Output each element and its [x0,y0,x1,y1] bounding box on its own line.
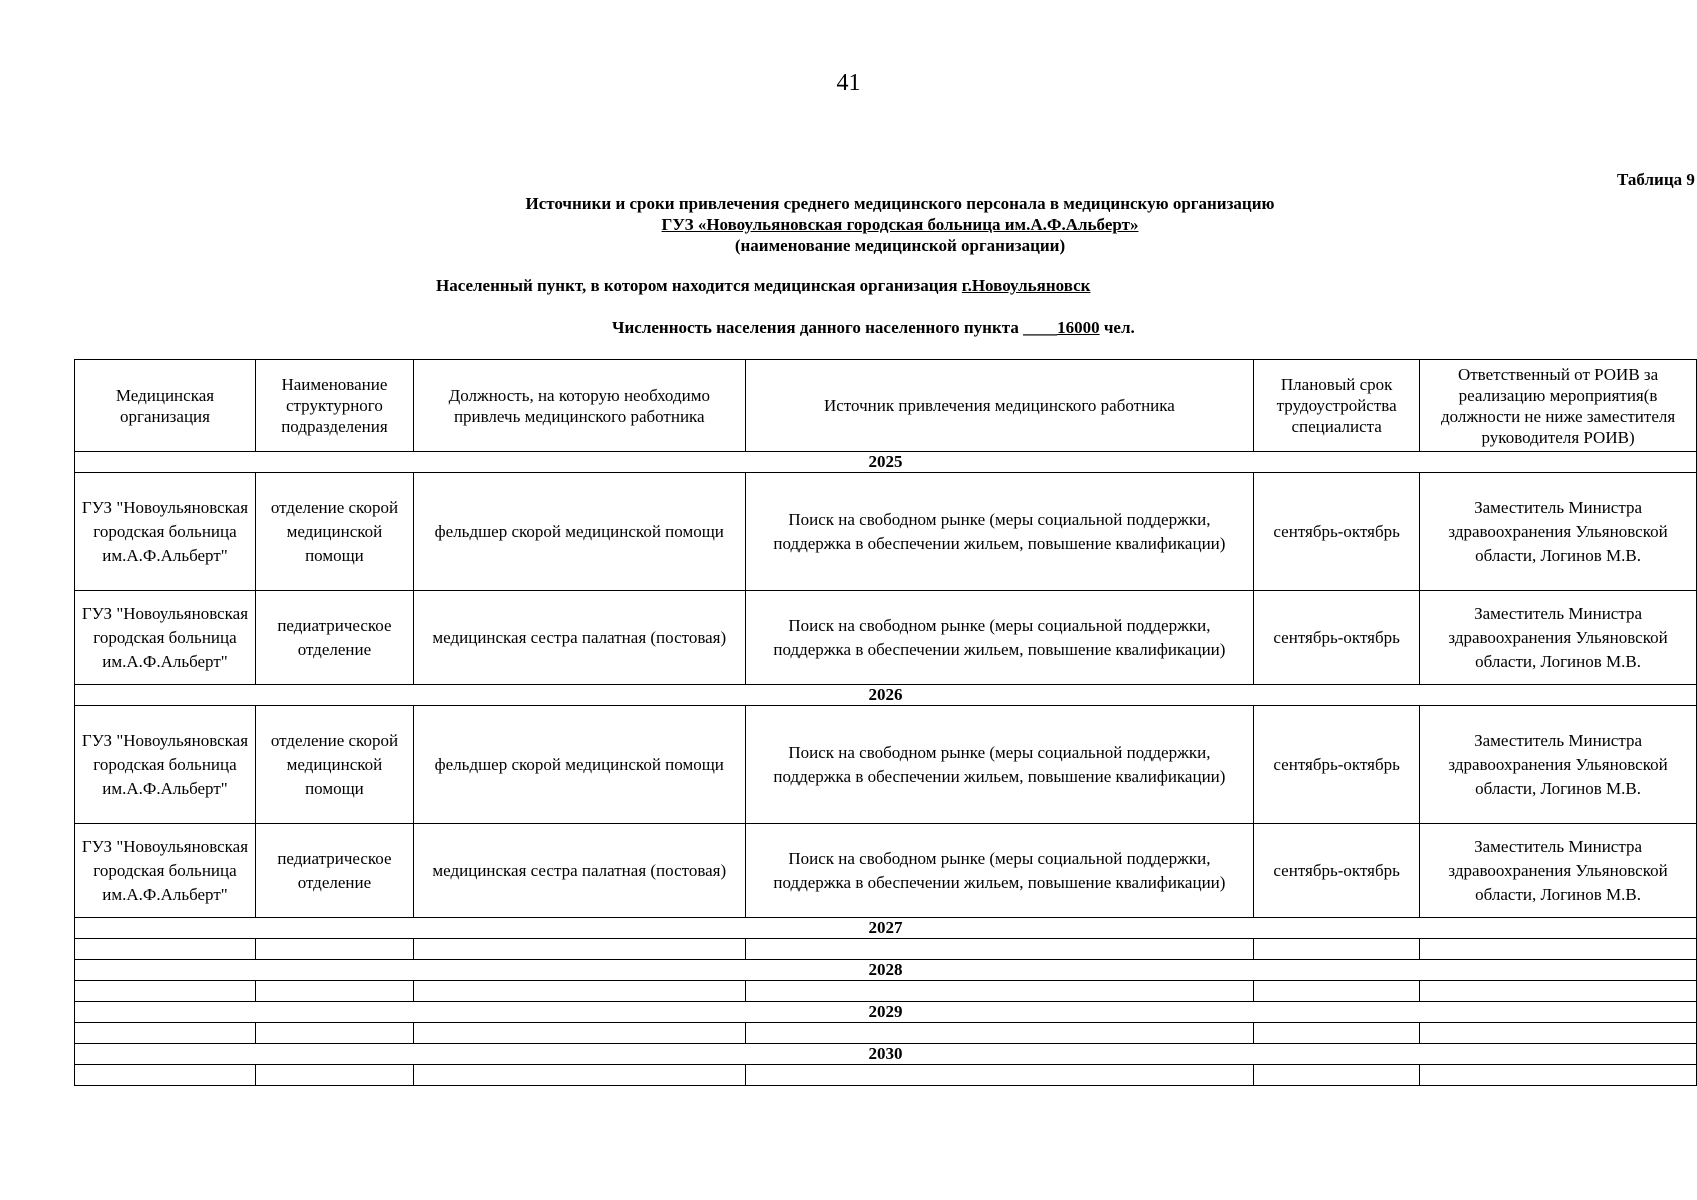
header-cell: Должность, на которую необходимо привлечь медицинского работника [413,360,745,452]
responsible-cell: Заместитель Министра здравоохранения Ульяновской области, Логинов М.В. [1420,824,1697,918]
responsible-cell: Заместитель Министра здравоохранения Ульяновской области, Логинов М.В. [1420,591,1697,685]
year-row [75,918,1697,939]
population-unit: чел. [1099,318,1135,337]
organization-caption: (наименование медицинской организации) [734,236,1066,255]
empty-cell [745,939,1254,960]
header-cell: Плановый срок трудоустройства специалиста [1254,360,1420,452]
year-row [75,685,1697,706]
header-cell: Источник привлечения медицинского работника [745,360,1254,452]
header-cell: Медицинская организация [75,360,256,452]
empty-cell [413,939,745,960]
population-line [612,318,1135,338]
empty-cell [1254,1023,1420,1044]
document-title [200,193,1600,256]
year-label: 2028 [75,960,1697,981]
year-label: 2030 [75,1044,1697,1065]
empty-cell [255,981,413,1002]
unit-cell: отделение скорой медицинской помощи [255,473,413,591]
empty-cell [1254,981,1420,1002]
settlement-label: Населенный пункт, в котором находится медицинская организация [436,276,962,295]
term-cell: сентябрь-октябрь [1254,824,1420,918]
empty-cell [1254,939,1420,960]
unit-cell: педиатрическое отделение [255,591,413,685]
org-cell: ГУЗ "Новоульяновская городская больница им.А.Ф.Альберт" [75,824,256,918]
source-cell: Поиск на свободном рынке (меры социальной поддержки, поддержка в обеспечении жильем, повышение квалификации) [745,591,1254,685]
settlement-line [436,276,1312,296]
empty-cell [745,981,1254,1002]
year-label: 2025 [75,452,1697,473]
empty-cell [1420,939,1697,960]
unit-cell: педиатрическое отделение [255,824,413,918]
empty-cell [1254,1065,1420,1086]
table-row [75,473,1697,591]
org-cell: ГУЗ "Новоульяновская городская больница им.А.Ф.Альберт" [75,591,256,685]
source-cell: Поиск на свободном рынке (меры социальной поддержки, поддержка в обеспечении жильем, повышение квалификации) [745,706,1254,824]
year-label: 2029 [75,1002,1697,1023]
empty-cell [1420,1023,1697,1044]
source-cell: Поиск на свободном рынке (меры социальной поддержки, поддержка в обеспечении жильем, повышение квалификации) [745,824,1254,918]
empty-row [75,981,1697,1002]
year-row [75,452,1697,473]
title-line: Источники и сроки привлечения среднего медицинского персонала в медицинскую организацию [525,194,1275,213]
unit-cell: отделение скорой медицинской помощи [255,706,413,824]
term-cell: сентябрь-октябрь [1254,591,1420,685]
year-row [75,1044,1697,1065]
table-header-row [75,360,1697,452]
table-label: Таблица 9 [1617,170,1695,189]
empty-cell [413,1023,745,1044]
empty-row [75,1023,1697,1044]
empty-cell [255,1065,413,1086]
position-cell: фельдшер скорой медицинской помощи [413,473,745,591]
settlement-value: г.Новоульяновск [961,276,1091,295]
term-cell: сентябрь-октябрь [1254,706,1420,824]
empty-cell [745,1023,1254,1044]
table-row [75,824,1697,918]
position-cell: медицинская сестра палатная (постовая) [413,824,745,918]
page-number: 41 [836,70,861,96]
header-cell: Наименование структурного подразделения [255,360,413,452]
source-cell: Поиск на свободном рынке (меры социальной поддержки, поддержка в обеспечении жильем, повышение квалификации) [745,473,1254,591]
header-cell: Ответственный от РОИВ за реализацию мероприятия(в должности не ниже заместителя руководителя РОИВ) [1420,360,1697,452]
empty-row [75,939,1697,960]
empty-cell [255,1023,413,1044]
population-label: Численность населения данного населенного пункта ____ [612,318,1058,337]
table-row [75,591,1697,685]
table-row [75,706,1697,824]
empty-cell [75,1023,256,1044]
org-cell: ГУЗ "Новоульяновская городская больница им.А.Ф.Альберт" [75,473,256,591]
year-row [75,1002,1697,1023]
empty-cell [75,939,256,960]
empty-cell [255,939,413,960]
empty-cell [1420,981,1697,1002]
empty-cell [1420,1065,1697,1086]
responsible-cell: Заместитель Министра здравоохранения Ульяновской области, Логинов М.В. [1420,473,1697,591]
empty-cell [413,981,745,1002]
empty-cell [745,1065,1254,1086]
organization-name: ГУЗ «Новоульяновская городская больница им.А.Ф.Альберт» [661,215,1139,234]
empty-cell [75,981,256,1002]
year-label: 2027 [75,918,1697,939]
org-cell: ГУЗ "Новоульяновская городская больница им.А.Ф.Альберт" [75,706,256,824]
position-cell: медицинская сестра палатная (постовая) [413,591,745,685]
position-cell: фельдшер скорой медицинской помощи [413,706,745,824]
empty-cell [75,1065,256,1086]
responsible-cell: Заместитель Министра здравоохранения Ульяновской области, Логинов М.В. [1420,706,1697,824]
population-value: 16000 [1057,318,1100,337]
empty-cell [413,1065,745,1086]
term-cell: сентябрь-октябрь [1254,473,1420,591]
year-label: 2026 [75,685,1697,706]
staffing-table [74,359,1697,1086]
empty-row [75,1065,1697,1086]
year-row [75,960,1697,981]
